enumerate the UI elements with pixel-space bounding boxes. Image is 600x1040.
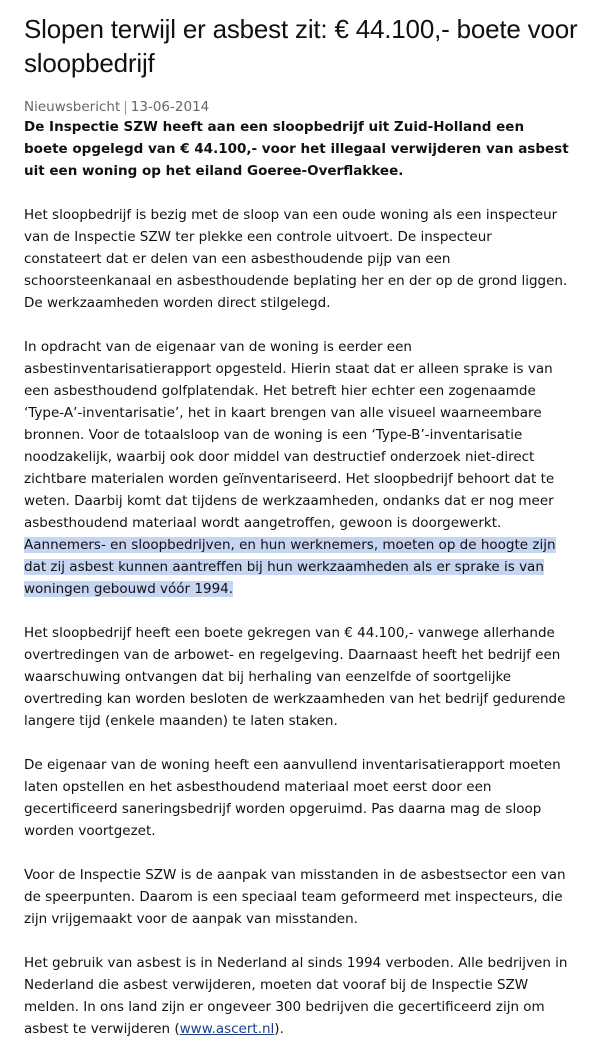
highlighted-text-selection[interactable]: Aannemers- en sloopbedrijven, en hun werknemers, moeten op de hoogte zijn dat zij asbest kunnen aantreffen bij hun werkzaamheden als er sprake is van woningen gebouwd vóór 1994.	[24, 537, 556, 597]
paragraph-5: Voor de Inspectie SZW is de aanpak van misstanden in de asbestsector een van de speerpunten. Daarom is een speciaal team geformeerd met inspecteurs, die zijn vrijgemaakt voor de aanpak van misstanden.	[24, 867, 566, 927]
paragraph-3: Het sloopbedrijf heeft een boete gekregen van € 44.100,- vanwege allerhande overtredingen van de arbowet- en regelgeving. Daarnaast heeft het bedrijf een waarschuwing ontvangen dat bij herhaling van eenzelfde of soortgelijke overtreding kan worden besloten de werkzaamheden van het bedrijf gedurende langere tijd (enkele maanden) te laten staken.	[24, 625, 566, 729]
paragraph-1: Het sloopbedrijf is bezig met de sloop van een oude woning als een inspecteur van de Inspectie SZW ter plekke een controle uitvoert. De inspecteur constateert dat er delen van een asbesthoudende pijp van een schoorsteenkanaal en asbesthoudende beplating her en der op de grond liggen. De werkzaamheden worden direct stilgelegd.	[24, 207, 568, 311]
meta-separator: |	[123, 99, 128, 115]
paragraph-2-text: In opdracht van de eigenaar van de woning is eerder een asbestinventarisatierapport opgesteld. Hierin staat dat er alleen sprake is van een asbesthoudend golfplatendak. Het betreft hier echter een zogenaamde ‘Type-A’-inventarisatie’, het in kaart brengen van alle visueel waarneembare bronnen. Voor de totaalsloop van de woning is een ‘Type-B’-inventarisatie noodzakelijk, waarbij ook door middel van destructief onderzoek niet-direct zichtbare materialen worden geïnventariseerd. Het sloopbedrijf behoort dat te weten. Daarbij komt dat tijdens de werkzaamheden, ondanks dat er nog meer asbesthoudend materiaal wordt aangetroffen, gewoon is doorgewerkt.	[24, 339, 555, 531]
paragraph-2	[24, 336, 572, 600]
article-intro: De Inspectie SZW heeft aan een sloopbedrijf uit Zuid-Holland een boete opgelegd van € 44.100,- voor het illegaal verwijderen van asbest uit een woning op het eiland Goeree-Overflakkee.	[24, 119, 569, 179]
article-title: Slopen terwijl er asbest zit: € 44.100,- boete voor sloopbedrijf	[24, 14, 578, 78]
paragraph-4: De eigenaar van de woning heeft een aanvullend inventarisatierapport moeten laten opstellen en het asbesthoudend materiaal moet eerst door een gecertificeerd saneringsbedrijf worden opgeruimd. Pas daarna mag de sloop worden voortgezet.	[24, 757, 561, 839]
paragraph-6-end: ).	[274, 1021, 284, 1037]
article-meta	[24, 98, 600, 116]
article-body	[24, 116, 572, 1040]
article-type: Nieuwsbericht	[24, 99, 121, 115]
ascert-link[interactable]: www.ascert.nl	[179, 1021, 275, 1037]
paragraph-6-text: Het gebruik van asbest is in Nederland al sinds 1994 verboden. Alle bedrijven in Nederland die asbest verwijderen, moeten dat vooraf bij de Inspectie SZW melden. In ons land zijn er ongeveer 300 bedrijven die gecertificeerd zijn om asbest te verwijderen (	[24, 955, 568, 1037]
article-date: 13-06-2014	[130, 99, 210, 115]
paragraph-6	[24, 952, 572, 1040]
